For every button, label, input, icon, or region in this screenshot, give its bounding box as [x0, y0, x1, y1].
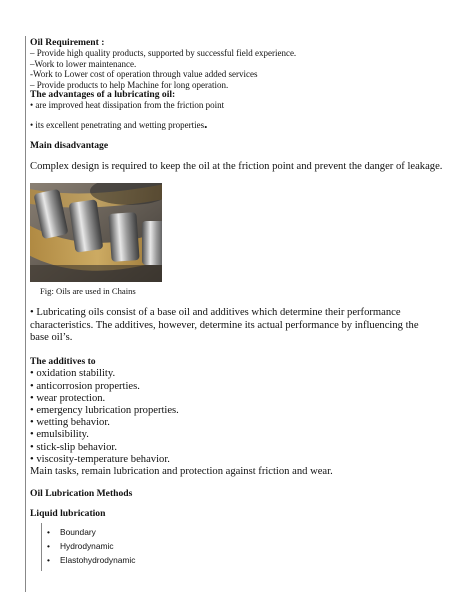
- additive-item: • anticorrosion properties.: [30, 380, 140, 392]
- main-tasks-text: Main tasks, remain lubrication and protection against friction and wear.: [30, 466, 333, 478]
- list-item-elastohydrodynamic: [42, 553, 440, 567]
- requirement-line: –Work to lower maintenance.: [30, 58, 137, 69]
- additive-item: • viscosity-temperature behavior.: [30, 453, 170, 465]
- liquid-lubrication-heading: Liquid lubrication: [30, 507, 106, 519]
- requirement-line: – Provide products to help Machine for long operation.: [30, 79, 229, 90]
- lubricating-oils-paragraph: • Lubricating oils consist of a base oil and additives which determine their performance characteristics. The additives, however, determine its actual performance by influencing the base oil’s.: [30, 306, 419, 344]
- requirement-line: -Work to Lower cost of operation through value added services: [30, 69, 258, 80]
- advantage-item: • are improved heat dissipation from the friction point: [30, 100, 225, 111]
- advantage-item-text: • its excellent penetrating and wetting properties: [30, 119, 205, 130]
- oil-lubrication-methods-heading: Oil Lubrication Methods: [30, 488, 133, 500]
- advantages-heading: The advantages of a lubricating oil:: [30, 89, 176, 101]
- additive-item: • oxidation stability.: [30, 368, 116, 380]
- figure-caption: Fig: Oils are used in Chains: [40, 285, 136, 296]
- additive-item: • stick-slip behavior.: [30, 441, 117, 453]
- advantage-item: [30, 115, 440, 131]
- requirement-line: – Provide high quality products, supported by successful field experience.: [30, 48, 297, 59]
- bullet-icon: •: [47, 527, 50, 538]
- additive-item: • wear protection.: [30, 392, 106, 404]
- list-item-hydrodynamic: [42, 539, 440, 553]
- oil-requirement-heading: Oil Requirement :: [30, 37, 105, 48]
- bullet-icon: •: [47, 541, 50, 552]
- list-item-label: Hydrodynamic: [60, 541, 114, 552]
- lubrication-types-list: [30, 525, 440, 567]
- additive-item: • emulsibility.: [30, 429, 89, 441]
- chain-oil-photo: [30, 183, 162, 282]
- additive-item: • emergency lubrication properties.: [30, 405, 179, 417]
- additive-item: • wetting behavior.: [30, 417, 110, 429]
- list-item-boundary: [42, 525, 440, 539]
- page-content: [30, 37, 443, 567]
- list-item-label: Boundary: [60, 527, 96, 538]
- additives-heading: The additives to: [30, 356, 96, 368]
- chain-photo-image: [30, 183, 162, 282]
- disadvantage-text: Complex design is required to keep the oil at the friction point and prevent the danger of leakage.: [30, 160, 443, 172]
- advantage-item-end: .: [204, 115, 208, 131]
- list-item-label: Elastohydrodynamic: [60, 555, 136, 566]
- left-margin-line: [25, 36, 26, 592]
- main-disadvantage-heading: Main disadvantage: [30, 140, 109, 152]
- bullet-icon: •: [47, 555, 50, 566]
